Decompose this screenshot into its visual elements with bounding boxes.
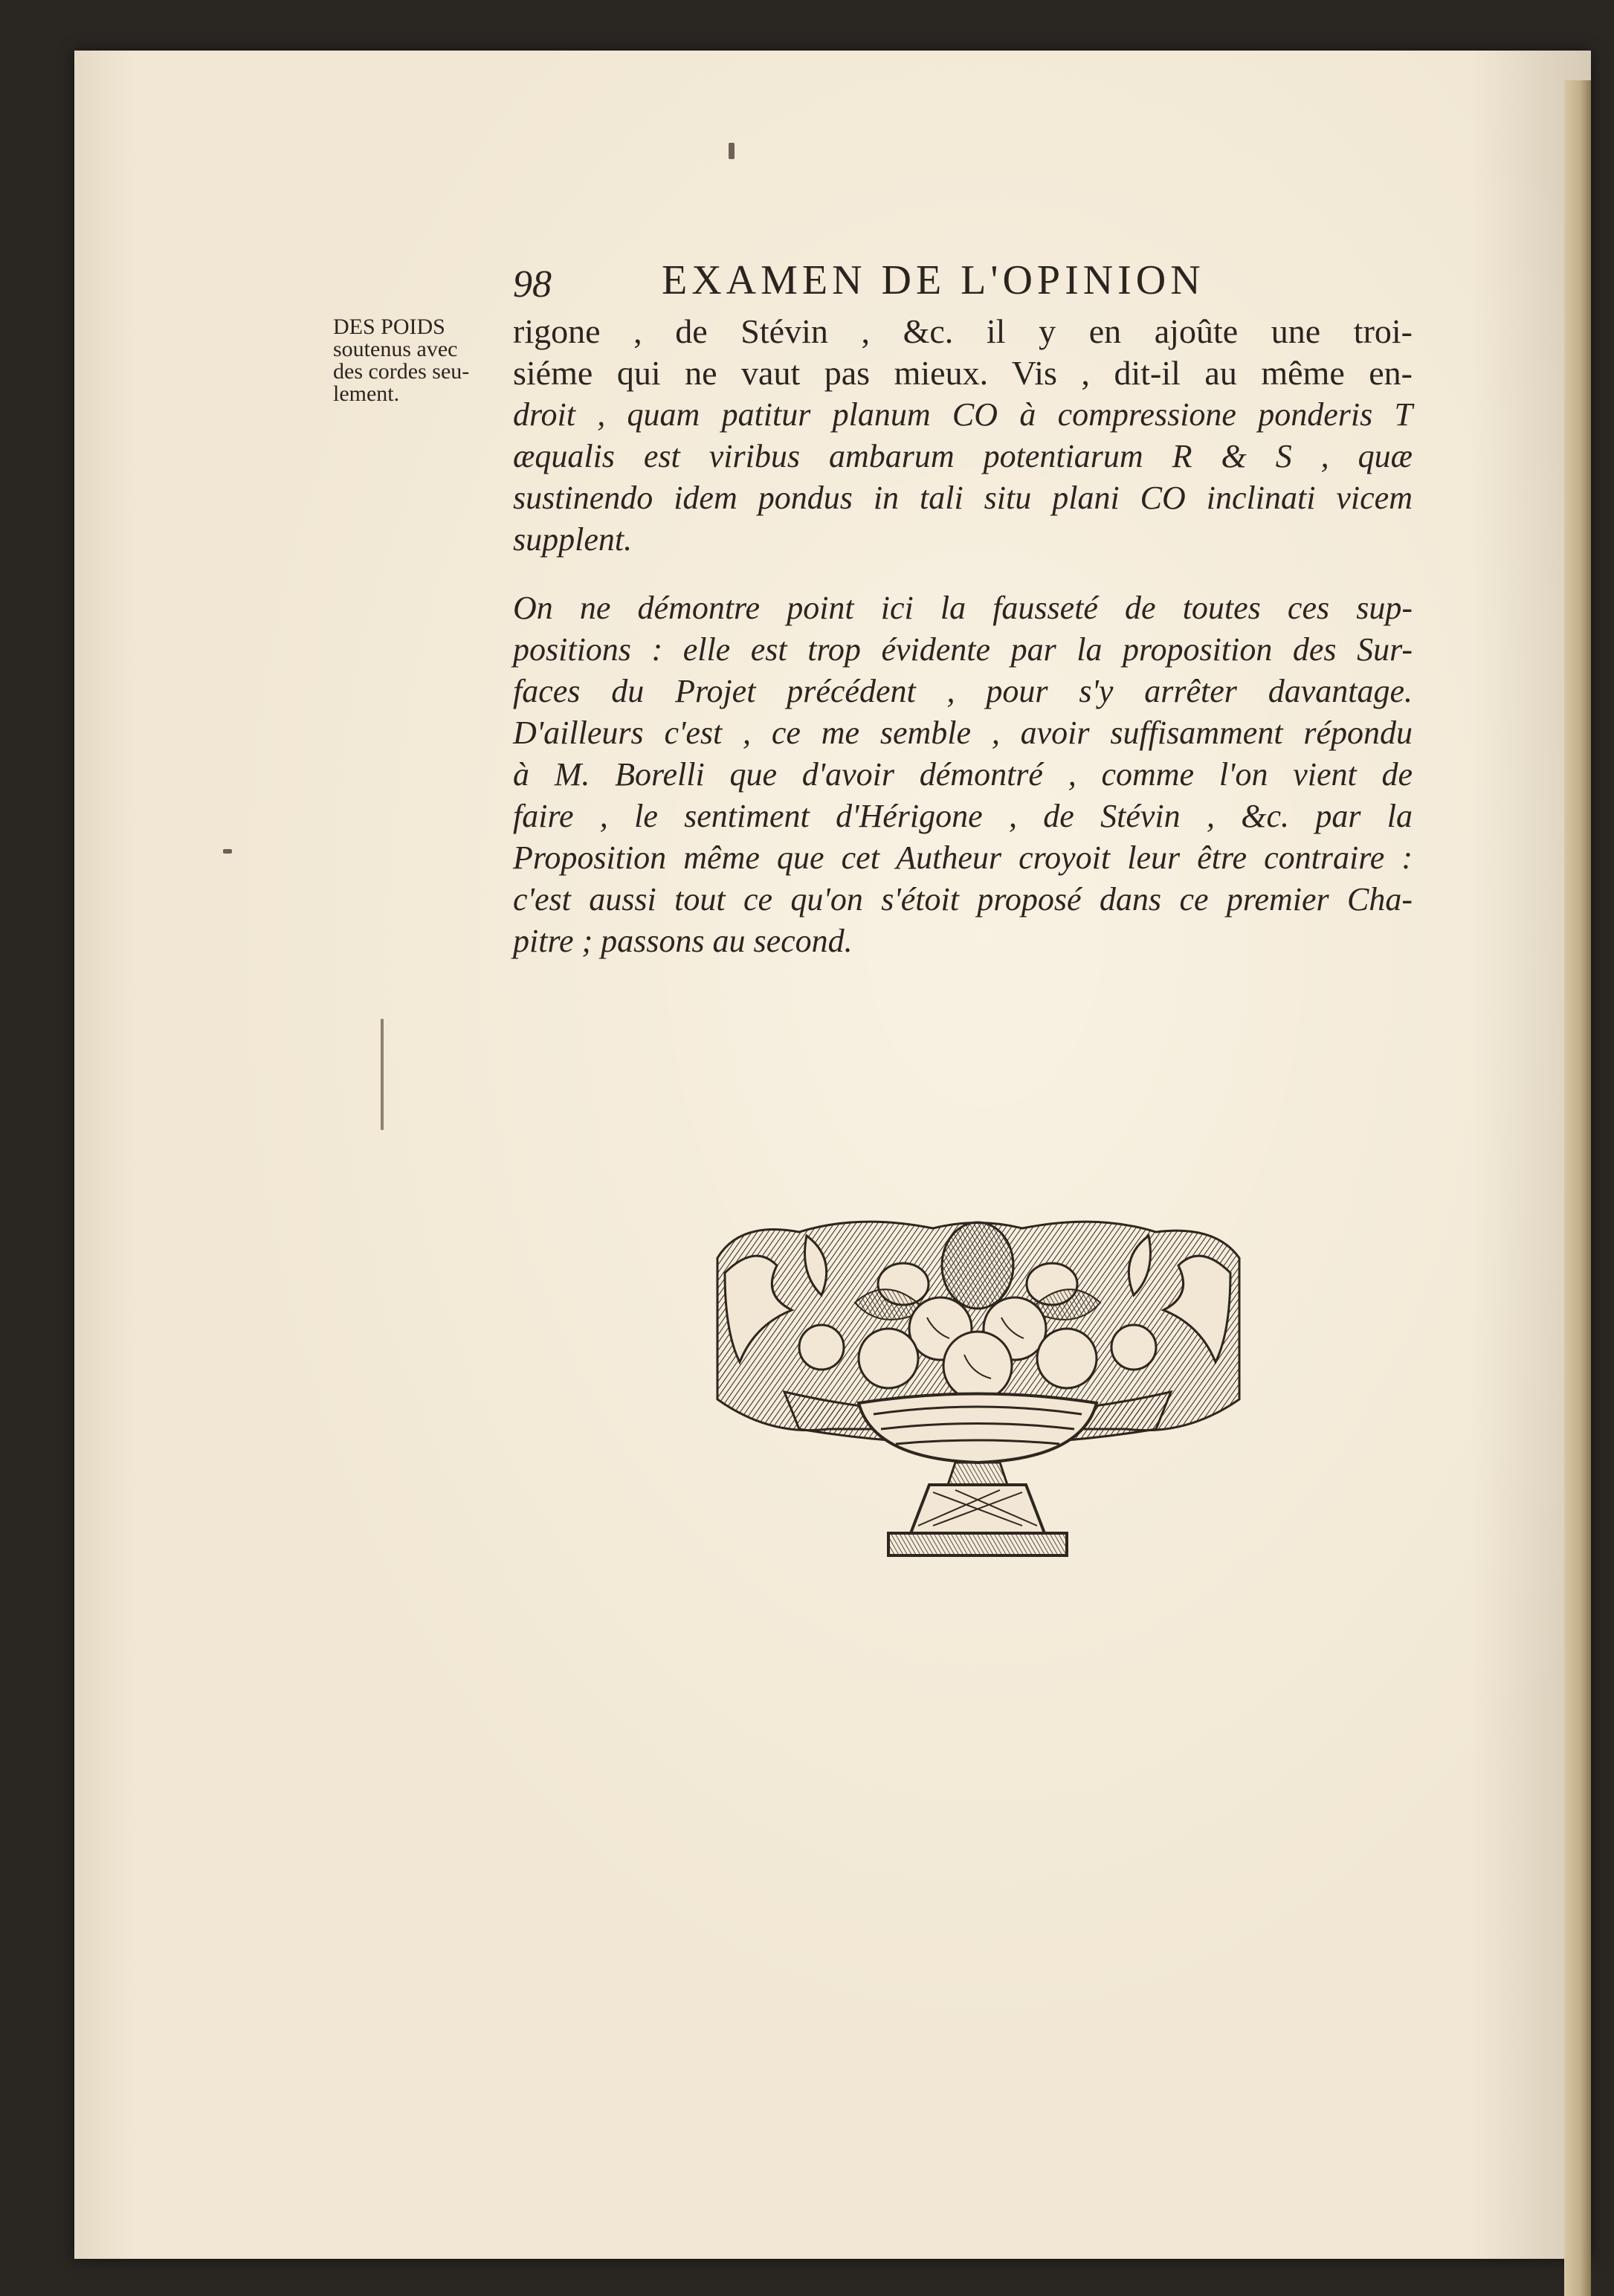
ink-blemish: [729, 143, 735, 159]
text-line: faire , le sentiment d'Hérigone , de Stévin , &c. par la: [513, 798, 1413, 834]
text-line: faces du Projet précédent , pour s'y arrêter davantage.: [513, 673, 1413, 709]
text-line: rigone , de Stévin , &c. il y en ajoûte une troi-: [513, 312, 1413, 350]
text-line: siéme qui ne vaut pas mieux. Vis , dit-il au même en-: [513, 354, 1413, 392]
text-line: positions : elle est trop évidente par la proposition des Sur-: [513, 631, 1413, 668]
text-line: à M. Borelli que d'avoir démontré , comme l'on vient de: [513, 756, 1413, 793]
margin-note-line: lement.: [333, 381, 400, 406]
page-edge: [1564, 80, 1591, 2296]
margin-note-line: DES POIDS: [333, 315, 445, 339]
ink-blemish: [381, 1019, 384, 1130]
text-line: supplent.: [513, 521, 633, 558]
margin-note: [333, 316, 504, 405]
running-head: EXAMEN DE L'OPINION: [662, 257, 1205, 303]
text-line: pitre ; passons au second.: [513, 923, 853, 959]
paragraph-gap: [513, 561, 1413, 587]
text-line: æqualis est viribus ambarum potentiarum R & S , quæ: [513, 438, 1413, 474]
text-line: D'ailleurs c'est , ce me semble , avoir suffisamment répondu: [513, 715, 1413, 751]
text-line: Proposition même que cet Autheur croyoit leur être contraire :: [513, 839, 1413, 876]
page-number: 98: [513, 263, 552, 306]
text-line: droit , quam patitur planum CO à compressione ponderis T: [513, 396, 1413, 433]
page-header: [513, 257, 1301, 316]
ink-blemish: [223, 849, 232, 854]
fruit-basket-woodcut-icon: [710, 1213, 1245, 1563]
text-line: c'est aussi tout ce qu'on s'étoit proposé dans ce premier Cha-: [513, 881, 1413, 918]
body-text: [513, 311, 1413, 962]
margin-note-line: des cordes seu-: [333, 359, 470, 384]
text-line: sustinendo idem pondus in tali situ plani CO inclinati vicem: [513, 480, 1413, 516]
text-line: On ne démontre point ici la fausseté de toutes ces sup-: [513, 590, 1413, 626]
margin-note-line: soutenus avec: [333, 337, 458, 361]
